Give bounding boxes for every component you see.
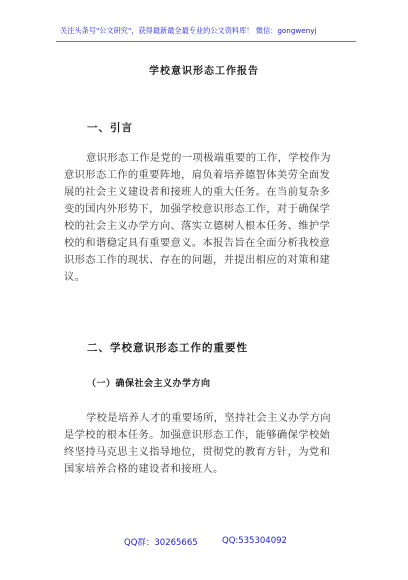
header-divider	[56, 41, 356, 42]
paragraph-line: 校的社会主义办学方向、落实立德树人根本任务、维护学	[64, 220, 331, 232]
document-title: 学校意识形态工作报告	[149, 66, 259, 77]
introduction-paragraph	[64, 150, 348, 286]
paragraph-line: 校的和谐稳定具有重要意义。本报告旨在全面分析我校意	[64, 237, 331, 249]
socialist-direction-paragraph	[64, 410, 348, 478]
section-heading-importance: 二、学校意识形态工作的重要性	[87, 342, 248, 354]
footer-qq-number: QQ:535304092	[222, 536, 287, 546]
header-promo-text: 关注头条号"公文研究"，获得最新最全最专业的公文资料库！ 微信：gongwenyj	[60, 26, 317, 35]
paragraph-line: 是学校的根本任务。加强意识形态工作，能够确保学校始	[64, 429, 331, 441]
paragraph-line: 展的社会主义建设者和接班人的重大任务。在当前复杂多	[64, 186, 331, 198]
paragraph-line: 终坚持马克思主义指导地位，贯彻党的教育方针，为党和	[64, 446, 331, 458]
paragraph-line: 变的国内外形势下，加强学校意识形态工作，对于确保学	[64, 203, 331, 215]
paragraph-line: 议。	[64, 271, 86, 283]
footer-qq-group: QQ群：30265665	[124, 538, 198, 548]
paragraph-line: 学校是培养人才的重要场所，坚持社会主义办学方向	[86, 412, 331, 424]
section-heading-introduction: 一、引言	[87, 122, 133, 134]
paragraph-line: 国家培养合格的建设者和接班人。	[64, 463, 224, 475]
paragraph-line: 意识形态工作是党的一项极端重要的工作，学校作为	[86, 152, 331, 164]
subsection-heading-socialist-direction: （一）确保社会主义办学方向	[87, 379, 211, 389]
paragraph-line: 识形态工作的现状、存在的问题，并提出相应的对策和建	[64, 254, 331, 266]
paragraph-line: 意识形态工作的重要阵地，肩负着培养德智体美劳全面发	[64, 169, 331, 181]
